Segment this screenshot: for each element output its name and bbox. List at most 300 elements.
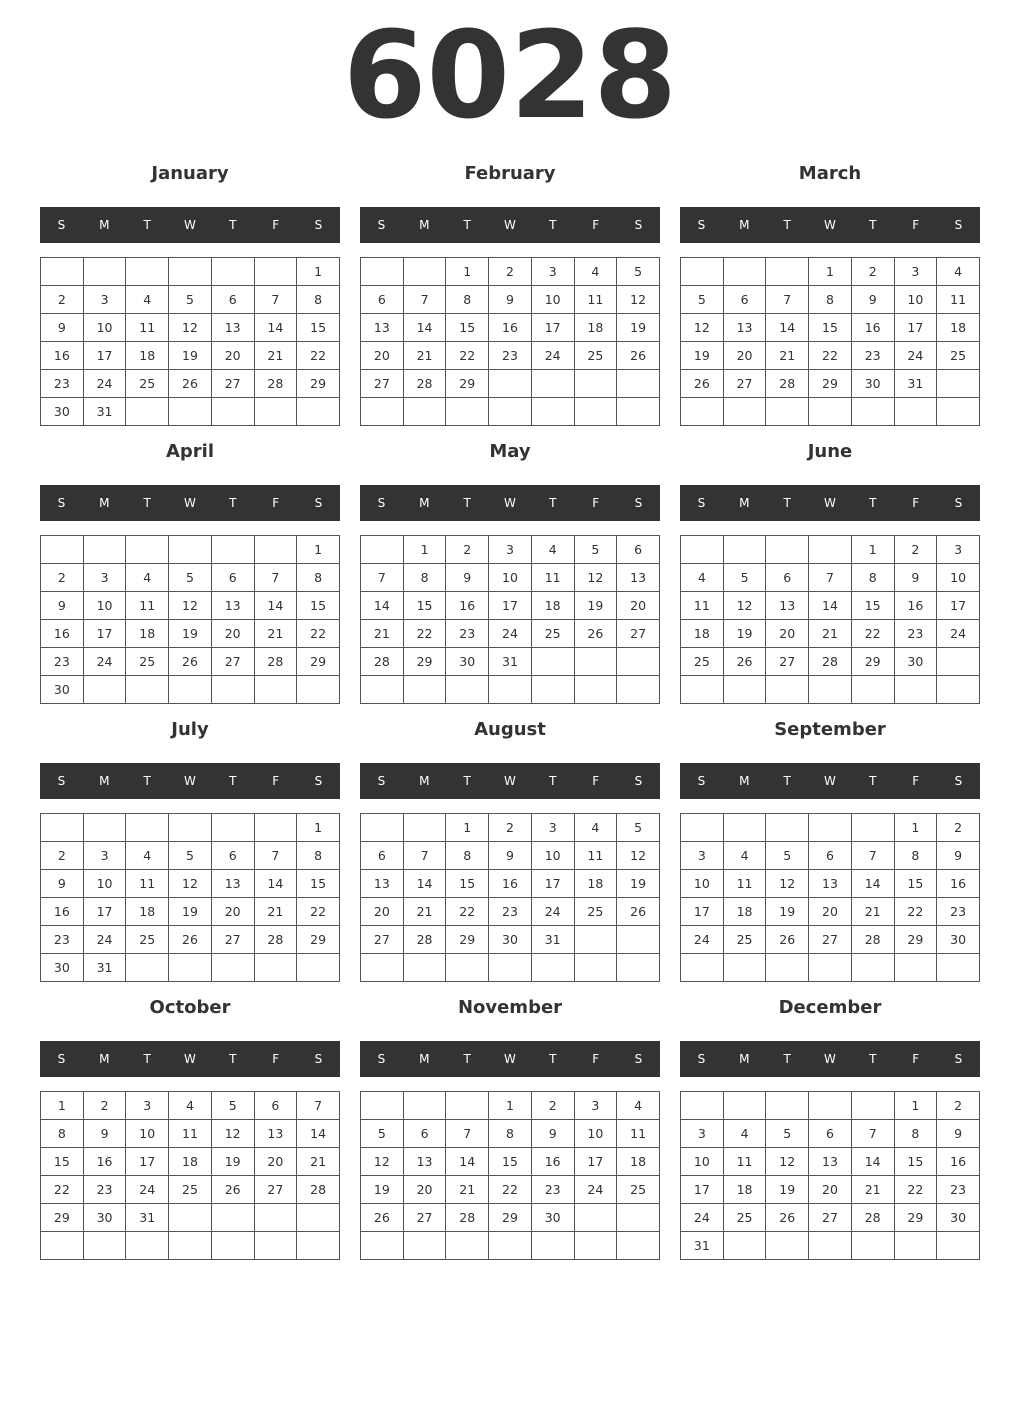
day-cell: 9 [937,1120,980,1148]
month-name: February [464,163,556,184]
empty-day-cell [169,258,212,286]
day-cell: 12 [766,870,809,898]
week-row [361,286,660,314]
week-row [681,814,980,842]
empty-day-cell [126,398,169,426]
day-cell: 14 [361,592,404,620]
day-cell: 15 [809,314,852,342]
day-cell: 20 [211,898,254,926]
week-row [41,954,340,982]
day-cell: 25 [617,1176,660,1204]
day-cell: 22 [41,1176,84,1204]
day-cell: 9 [531,1120,574,1148]
day-cell: 15 [446,870,489,898]
day-cell: 21 [254,898,297,926]
week-row [361,592,660,620]
day-cell: 13 [254,1120,297,1148]
weekday-header [40,485,340,521]
day-cell: 5 [617,814,660,842]
day-cell: 21 [403,898,446,926]
weekday-label: T [869,218,877,232]
day-grid [40,535,340,704]
day-cell: 21 [851,898,894,926]
day-cell: 21 [809,620,852,648]
day-cell: 30 [489,926,532,954]
week-row [361,370,660,398]
empty-day-cell [361,1232,404,1260]
weekday-label: F [272,774,280,788]
day-cell: 10 [126,1120,169,1148]
weekday-label: T [143,496,151,510]
day-cell: 23 [489,342,532,370]
weekday-label: T [783,496,791,510]
day-cell: 21 [297,1148,340,1176]
week-row [681,564,980,592]
day-cell: 30 [41,398,84,426]
empty-day-cell [681,814,724,842]
empty-day-cell [574,1232,617,1260]
day-cell: 25 [681,648,724,676]
week-row [361,814,660,842]
weekday-label: W [504,774,516,788]
day-cell: 1 [297,814,340,842]
day-cell: 26 [169,370,212,398]
week-row [681,592,980,620]
month-name: July [171,719,209,740]
day-cell: 3 [937,536,980,564]
day-cell: 6 [361,286,404,314]
empty-day-cell [766,1092,809,1120]
empty-day-cell [894,676,937,704]
day-cell: 25 [723,926,766,954]
day-cell: 20 [211,342,254,370]
weekday-label: M [419,774,430,788]
day-cell: 4 [574,814,617,842]
day-cell: 10 [681,870,724,898]
day-cell: 7 [809,564,852,592]
day-cell: 26 [617,342,660,370]
day-cell: 6 [766,564,809,592]
weekday-label: S [377,496,386,510]
day-cell: 5 [361,1120,404,1148]
weekday-label: S [697,218,706,232]
day-cell: 8 [41,1120,84,1148]
empty-day-cell [83,814,126,842]
day-cell: 9 [489,286,532,314]
weekday-label: W [184,496,196,510]
weekday-label: T [463,218,471,232]
empty-day-cell [126,676,169,704]
weekday-label: S [57,218,66,232]
weekday-header [40,763,340,799]
day-cell: 10 [489,564,532,592]
day-cell: 7 [254,842,297,870]
empty-day-cell [617,648,660,676]
weekday-label: W [824,218,836,232]
weekday-label: S [634,496,643,510]
day-cell: 23 [937,1176,980,1204]
week-row [361,536,660,564]
empty-day-cell [937,370,980,398]
empty-day-cell [446,398,489,426]
day-cell: 31 [489,648,532,676]
day-cell: 27 [211,370,254,398]
week-row [361,258,660,286]
day-cell: 31 [894,370,937,398]
day-cell: 29 [297,648,340,676]
week-row [41,1204,340,1232]
week-row [681,954,980,982]
empty-day-cell [617,954,660,982]
empty-day-cell [617,926,660,954]
day-cell: 22 [809,342,852,370]
day-cell: 1 [446,814,489,842]
day-cell: 19 [766,898,809,926]
day-cell: 11 [169,1120,212,1148]
day-cell: 16 [41,342,84,370]
day-cell: 18 [126,342,169,370]
empty-day-cell [851,1232,894,1260]
empty-day-cell [41,536,84,564]
weekday-label: T [143,1052,151,1066]
day-cell: 17 [531,870,574,898]
day-cell: 5 [211,1092,254,1120]
day-cell: 27 [809,926,852,954]
week-row [361,1176,660,1204]
weekday-label: F [592,1052,600,1066]
weekday-label: T [869,774,877,788]
day-cell: 19 [723,620,766,648]
week-row [41,1148,340,1176]
weekday-label: S [697,496,706,510]
weekday-label: F [912,496,920,510]
day-cell: 14 [809,592,852,620]
empty-day-cell [361,398,404,426]
week-row [41,398,340,426]
day-cell: 14 [297,1120,340,1148]
day-cell: 11 [574,842,617,870]
day-cell: 14 [254,870,297,898]
month-name: January [151,163,229,184]
day-cell: 7 [361,564,404,592]
week-row [41,342,340,370]
week-row [681,1176,980,1204]
day-cell: 7 [297,1092,340,1120]
weekday-label: M [419,218,430,232]
day-cell: 6 [723,286,766,314]
day-grid [360,257,660,426]
day-cell: 6 [809,1120,852,1148]
day-cell: 8 [403,564,446,592]
day-cell: 30 [937,1204,980,1232]
weekday-label: T [549,218,557,232]
day-cell: 7 [766,286,809,314]
day-cell: 22 [446,342,489,370]
day-cell: 19 [617,870,660,898]
empty-day-cell [851,814,894,842]
day-cell: 23 [41,370,84,398]
day-cell: 11 [126,870,169,898]
empty-day-cell [531,1232,574,1260]
day-cell: 27 [809,1204,852,1232]
day-cell: 9 [446,564,489,592]
day-cell: 30 [937,926,980,954]
empty-day-cell [254,398,297,426]
day-cell: 2 [489,814,532,842]
day-cell: 15 [297,592,340,620]
day-cell: 25 [126,926,169,954]
day-cell: 30 [531,1204,574,1232]
empty-day-cell [809,676,852,704]
empty-day-cell [361,954,404,982]
empty-day-cell [723,676,766,704]
day-cell: 22 [297,898,340,926]
empty-day-cell [894,1232,937,1260]
day-cell: 30 [41,954,84,982]
weekday-header [360,485,660,521]
day-cell: 15 [894,870,937,898]
day-cell: 28 [766,370,809,398]
day-cell: 23 [41,926,84,954]
day-cell: 8 [446,286,489,314]
day-cell: 11 [937,286,980,314]
day-cell: 15 [894,1148,937,1176]
week-row [681,898,980,926]
month-name: November [457,997,563,1018]
empty-day-cell [126,536,169,564]
day-cell: 1 [446,258,489,286]
weekday-label: M [99,496,110,510]
day-cell: 27 [723,370,766,398]
empty-day-cell [681,398,724,426]
day-cell: 10 [681,1148,724,1176]
empty-day-cell [574,926,617,954]
weekday-label: T [229,1052,237,1066]
empty-day-cell [403,1092,446,1120]
empty-day-cell [254,258,297,286]
empty-day-cell [211,954,254,982]
day-cell: 16 [41,620,84,648]
week-row [681,1232,980,1260]
week-row [681,536,980,564]
week-row [41,1176,340,1204]
week-row [41,648,340,676]
empty-day-cell [126,1232,169,1260]
week-row [41,926,340,954]
day-cell: 12 [361,1148,404,1176]
day-cell: 1 [851,536,894,564]
week-row [681,1204,980,1232]
empty-day-cell [489,676,532,704]
day-cell: 17 [937,592,980,620]
day-cell: 20 [361,342,404,370]
day-cell: 2 [937,814,980,842]
day-cell: 22 [446,898,489,926]
weekday-label: M [99,218,110,232]
day-cell: 14 [851,1148,894,1176]
day-cell: 14 [403,870,446,898]
empty-day-cell [169,954,212,982]
day-cell: 18 [126,898,169,926]
day-cell: 1 [809,258,852,286]
weekday-label: W [824,496,836,510]
day-cell: 2 [851,258,894,286]
day-cell: 2 [41,564,84,592]
weekday-label: W [504,218,516,232]
day-cell: 12 [723,592,766,620]
day-cell: 25 [126,648,169,676]
day-cell: 14 [766,314,809,342]
day-cell: 13 [361,870,404,898]
weekday-label: T [783,774,791,788]
day-cell: 16 [489,870,532,898]
day-cell: 7 [851,1120,894,1148]
day-cell: 15 [851,592,894,620]
day-cell: 11 [574,286,617,314]
empty-day-cell [617,398,660,426]
day-grid [680,535,980,704]
empty-day-cell [574,676,617,704]
weekday-label: M [739,774,750,788]
empty-day-cell [403,1232,446,1260]
day-cell: 5 [169,286,212,314]
empty-day-cell [403,954,446,982]
day-cell: 28 [403,926,446,954]
day-cell: 28 [254,648,297,676]
week-row [681,842,980,870]
day-cell: 18 [574,870,617,898]
empty-day-cell [446,954,489,982]
day-cell: 21 [403,342,446,370]
empty-day-cell [403,676,446,704]
day-cell: 21 [766,342,809,370]
day-cell: 19 [169,898,212,926]
weekday-label: S [314,1052,323,1066]
day-cell: 5 [617,258,660,286]
day-cell: 9 [851,286,894,314]
weekday-label: W [824,1052,836,1066]
empty-day-cell [937,676,980,704]
day-cell: 26 [169,926,212,954]
empty-day-cell [681,258,724,286]
empty-day-cell [617,1232,660,1260]
day-cell: 1 [894,814,937,842]
month-name: April [165,441,215,462]
day-cell: 26 [211,1176,254,1204]
day-cell: 23 [851,342,894,370]
day-cell: 29 [446,370,489,398]
day-cell: 8 [297,564,340,592]
day-cell: 5 [169,564,212,592]
empty-day-cell [254,1204,297,1232]
day-cell: 29 [297,926,340,954]
day-cell: 24 [489,620,532,648]
weekday-label: W [184,218,196,232]
weekday-label: F [912,218,920,232]
empty-day-cell [403,814,446,842]
day-cell: 14 [446,1148,489,1176]
day-cell: 13 [809,870,852,898]
empty-day-cell [617,1204,660,1232]
empty-day-cell [681,954,724,982]
weekday-label: S [314,496,323,510]
day-cell: 4 [937,258,980,286]
week-row [681,1092,980,1120]
day-cell: 16 [851,314,894,342]
day-cell: 29 [297,370,340,398]
empty-day-cell [41,258,84,286]
empty-day-cell [681,676,724,704]
day-cell: 24 [83,648,126,676]
empty-day-cell [574,398,617,426]
month-name: December [778,997,882,1018]
weekday-label: F [592,774,600,788]
day-cell: 16 [41,898,84,926]
day-cell: 10 [83,314,126,342]
day-cell: 19 [169,620,212,648]
day-cell: 13 [211,314,254,342]
day-cell: 7 [254,286,297,314]
day-cell: 11 [681,592,724,620]
day-cell: 7 [403,842,446,870]
day-cell: 6 [211,842,254,870]
empty-day-cell [851,954,894,982]
empty-day-cell [361,676,404,704]
empty-day-cell [617,676,660,704]
week-row [41,286,340,314]
day-cell: 4 [531,536,574,564]
day-cell: 8 [297,286,340,314]
weekday-header [360,1041,660,1077]
day-cell: 13 [211,592,254,620]
week-row [361,1092,660,1120]
day-cell: 15 [41,1148,84,1176]
day-cell: 29 [403,648,446,676]
day-cell: 23 [531,1176,574,1204]
empty-day-cell [297,954,340,982]
weekday-label: T [783,218,791,232]
day-cell: 15 [403,592,446,620]
empty-day-cell [489,398,532,426]
empty-day-cell [297,398,340,426]
day-cell: 20 [809,1176,852,1204]
day-grid [40,813,340,982]
day-cell: 25 [531,620,574,648]
day-cell: 24 [681,1204,724,1232]
day-cell: 9 [41,314,84,342]
month-name: August [474,719,546,740]
day-cell: 9 [83,1120,126,1148]
empty-day-cell [297,1204,340,1232]
day-cell: 19 [574,592,617,620]
weekday-header [680,207,980,243]
day-cell: 20 [211,620,254,648]
weekday-header [40,1041,340,1077]
day-cell: 13 [361,314,404,342]
day-cell: 1 [297,536,340,564]
day-cell: 12 [211,1120,254,1148]
week-row [361,564,660,592]
empty-day-cell [489,954,532,982]
empty-day-cell [723,954,766,982]
day-cell: 28 [809,648,852,676]
day-cell: 6 [211,564,254,592]
week-row [681,620,980,648]
day-cell: 8 [894,1120,937,1148]
day-grid [360,535,660,704]
empty-day-cell [766,258,809,286]
empty-day-cell [574,954,617,982]
